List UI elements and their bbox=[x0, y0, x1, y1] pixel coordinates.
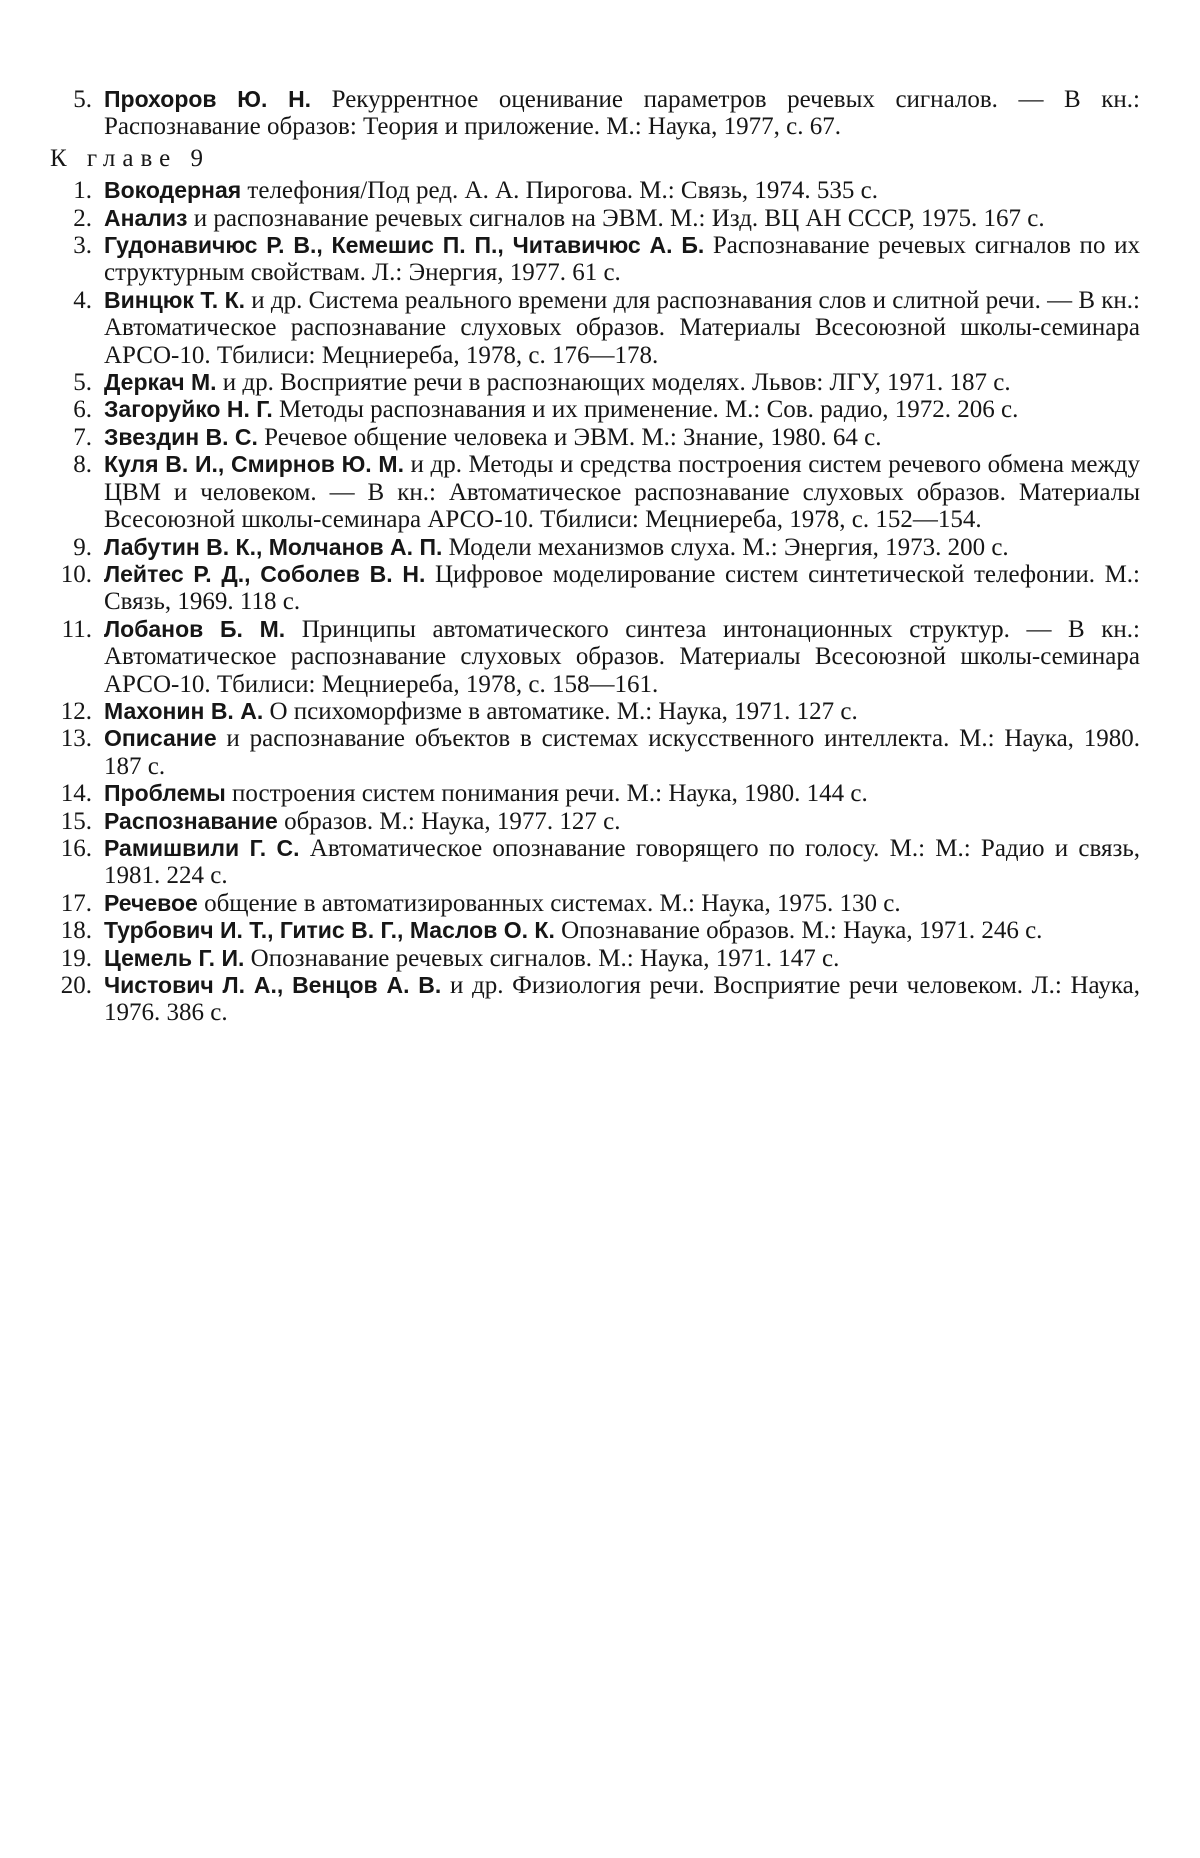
reference-authors: Проблемы bbox=[104, 780, 226, 807]
reference-text: Опознавание речевых сигналов. М.: Наука, 1971. 147 с. bbox=[244, 944, 840, 972]
reference-text: Цифровое моделирование систем синтетической телефонии. М.: Связь, 1969. 118 с. bbox=[104, 560, 1141, 616]
reference-number: 13. bbox=[60, 725, 92, 753]
reference-text: телефония/Под ред. А. А. Пирогова. М.: Связь, 1974. 535 с. bbox=[241, 177, 878, 205]
reference-authors: Турбович И. Т., Гитис В. Г., Маслов О. К. bbox=[104, 917, 555, 944]
reference-authors: Звездин В. С. bbox=[104, 423, 258, 450]
reference-authors: Описание bbox=[104, 725, 217, 752]
reference-text: Распознавание речевых сигналов по их структурным свойствам. Л.: Энергия, 1977. 61 с. bbox=[104, 232, 1140, 287]
references-page bbox=[48, 86, 1140, 1027]
reference-entry bbox=[48, 835, 1140, 890]
reference-text: и распознавание объектов в системах искусственного интеллекта. М.: Наука, 1980. 187 с. bbox=[104, 725, 1140, 780]
reference-text: и др. Восприятие речи в распознающих моделях. Львов: ЛГУ, 1971. 187 с. bbox=[216, 369, 1011, 397]
reference-entry bbox=[48, 369, 1140, 396]
reference-authors: Махонин В. А. bbox=[104, 697, 264, 724]
reference-number: 7. bbox=[73, 423, 92, 451]
reference-authors: Куля В. И., Смирнов Ю. М. bbox=[104, 451, 404, 478]
reference-text: и распознавание речевых сигналов на ЭВМ. М.: Изд. ВЦ АН СССР, 1975. 167 с. bbox=[187, 204, 1045, 232]
reference-number: 18. bbox=[60, 917, 92, 945]
reference-entry bbox=[48, 232, 1140, 287]
chapter-heading: К главе 9 bbox=[50, 144, 210, 172]
reference-authors: Чистович Л. А., Венцов А. В. bbox=[104, 972, 442, 998]
reference-text: построения систем понимания речи. М.: Наука, 1980. 144 с. bbox=[225, 780, 868, 808]
reference-number: 11. bbox=[61, 615, 92, 643]
reference-entry bbox=[48, 808, 1140, 835]
reference-authors: Лобанов Б. М. bbox=[104, 615, 286, 642]
reference-text: Принципы автоматического синтеза интонационных структур. — В кн.: Автоматическое распознавание слуховых образов. Материалы Всесоюзной школы-семинара АРСО-10. Тбилиси: Мецниереба, 1978, с. 158—161. bbox=[104, 615, 1140, 698]
reference-entry bbox=[48, 424, 1140, 451]
reference-number: 15. bbox=[60, 807, 92, 835]
reference-number: 14. bbox=[60, 780, 92, 808]
reference-entry bbox=[48, 917, 1140, 944]
reference-entry bbox=[48, 177, 1140, 204]
reference-number: 5. bbox=[73, 369, 92, 397]
reference-authors: Лабутин В. К., Молчанов А. П. bbox=[104, 533, 443, 560]
reference-number: 16. bbox=[60, 834, 92, 862]
reference-entry bbox=[48, 890, 1140, 917]
reference-entry bbox=[48, 561, 1140, 616]
reference-number: 6. bbox=[73, 396, 92, 424]
reference-text: и др. Система реального времени для распознавания слов и слитной речи. — В кн.: Автоматическое распознавание слуховых образов. Материалы Всесоюзной школы-семинара АРСО-10. Тбилиси: Мецниереба, 1978, с. 176—178. bbox=[104, 286, 1140, 369]
reference-number: 9. bbox=[73, 533, 92, 561]
reference-text: О психоморфизме в автоматике. М.: Наука, 1971. 127 с. bbox=[263, 697, 858, 725]
reference-number: 4. bbox=[73, 286, 92, 314]
reference-authors: Распознавание bbox=[104, 807, 278, 834]
reference-authors: Загоруйко Н. Г. bbox=[104, 396, 273, 423]
reference-authors: Рамишвили Г. С. bbox=[104, 834, 300, 861]
reference-number: 8. bbox=[73, 451, 92, 479]
reference-entry bbox=[48, 205, 1140, 232]
reference-text: общение в автоматизированных системах. М.: Наука, 1975. 130 с. bbox=[197, 889, 901, 917]
reference-number: 3. bbox=[73, 232, 92, 260]
reference-authors: Вокодерная bbox=[104, 177, 242, 204]
reference-authors: Цемель Г. И. bbox=[104, 944, 245, 971]
reference-authors: Речевое bbox=[104, 889, 198, 916]
reference-text: Рекуррентное оценивание параметров речевых сигналов. — В кн.: Распознавание образов: Теория и приложение. М.: Наука, 1977, с. 67. bbox=[104, 86, 1140, 141]
reference-text: и др. Методы и средства построения систем речевого обмена между ЦВМ и человеком. — В кн.: Автоматическое распознавание слуховых образов. Материалы Всесоюзной школы-семинара АРСО-10. Тбилиси: Мецниереба, 1978, с. 152—154. bbox=[104, 451, 1141, 534]
reference-text: образов. М.: Наука, 1977. 127 с. bbox=[277, 807, 621, 835]
reference-number: 1. bbox=[73, 177, 92, 205]
reference-number: 10. bbox=[60, 560, 92, 588]
reference-entry bbox=[48, 698, 1140, 725]
reference-number: 12. bbox=[60, 697, 92, 725]
reference-authors: Гудонавичюс Р. В., Кемешис П. П., Читавичюс А. Б. bbox=[104, 232, 705, 259]
previous-section-list bbox=[48, 86, 1140, 141]
reference-text: Методы распознавания и их применение. М.: Сов. радио, 1972. 206 с. bbox=[272, 396, 1019, 424]
reference-entry bbox=[48, 396, 1140, 423]
reference-number: 2. bbox=[73, 204, 92, 232]
reference-number: 19. bbox=[60, 944, 92, 972]
reference-text: Модели механизмов слуха. М.: Энергия, 1973. 200 с. bbox=[442, 533, 1009, 561]
reference-entry bbox=[48, 616, 1140, 698]
reference-entry bbox=[48, 451, 1140, 533]
reference-text: Автоматическое опознавание говорящего по голосу. М.: М.: Радио и связь, 1981. 224 с. bbox=[104, 834, 1141, 890]
reference-authors: Анализ bbox=[104, 204, 188, 231]
reference-number: 17. bbox=[60, 889, 92, 917]
reference-number: 5. bbox=[73, 86, 92, 113]
reference-authors: Винцюк Т. К. bbox=[104, 286, 246, 313]
reference-authors: Лейтес Р. Д., Соболев В. Н. bbox=[104, 560, 426, 587]
reference-entry bbox=[48, 780, 1140, 807]
reference-entry bbox=[48, 972, 1140, 1027]
reference-text: Опознавание образов. М.: Наука, 1971. 246 с. bbox=[554, 917, 1043, 945]
reference-number: 20. bbox=[60, 972, 92, 999]
chapter-9-reference-list bbox=[48, 177, 1140, 1027]
reference-authors: Деркач М. bbox=[104, 369, 217, 396]
reference-text: и др. Физиология речи. Восприятие речи человеком. Л.: Наука, 1976. 386 с. bbox=[104, 972, 1140, 1027]
reference-entry bbox=[48, 287, 1140, 369]
reference-authors: Прохоров Ю. Н. bbox=[104, 86, 312, 112]
reference-entry bbox=[48, 86, 1140, 141]
reference-entry bbox=[48, 725, 1140, 780]
reference-entry bbox=[48, 534, 1140, 561]
reference-entry bbox=[48, 945, 1140, 972]
reference-text: Речевое общение человека и ЭВМ. М.: Знание, 1980. 64 с. bbox=[257, 423, 882, 451]
